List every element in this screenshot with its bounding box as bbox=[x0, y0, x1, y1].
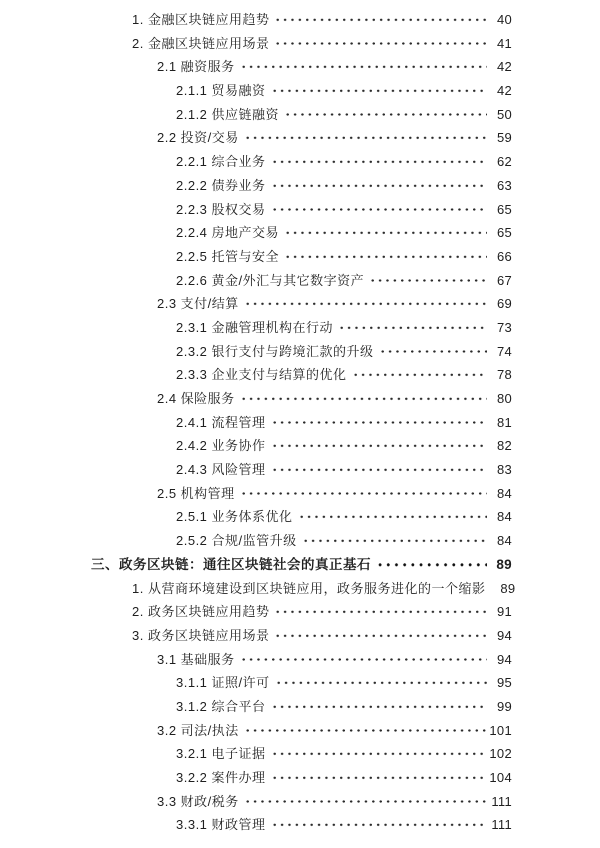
toc-leader-dots bbox=[271, 434, 487, 458]
toc-entry bbox=[0, 32, 512, 56]
toc-leader-dots bbox=[369, 269, 487, 293]
toc-entry-page: 83 bbox=[496, 462, 512, 478]
toc-entry bbox=[0, 387, 512, 411]
toc-entry-label: 3.2.1 电子证据 bbox=[176, 746, 266, 762]
toc-entry bbox=[0, 766, 512, 790]
toc-entry bbox=[0, 174, 512, 198]
toc-entry bbox=[0, 411, 512, 435]
toc-entry-page: 101 bbox=[489, 722, 512, 738]
toc-entry-page: 104 bbox=[489, 770, 512, 785]
toc-leader-dots bbox=[284, 221, 487, 245]
toc-entry bbox=[0, 813, 512, 837]
toc-entry-label: 2.3.2 银行支付与跨境汇款的升级 bbox=[176, 343, 374, 359]
toc-entry-label: 3.1.2 综合平台 bbox=[176, 698, 266, 714]
toc-entry-label: 1. 从营商环境建设到区块链应用，政务服务进化的一个缩影 bbox=[132, 580, 486, 596]
toc-entry-label: 2.5.1 业务体系优化 bbox=[176, 509, 293, 525]
toc-entry-label: 3.1.1 证照/许可 bbox=[176, 675, 270, 691]
toc-entry-label: 2.1.2 供应链融资 bbox=[176, 106, 280, 122]
toc-entry-page: 66 bbox=[496, 248, 512, 264]
toc-entry-page: 95 bbox=[496, 675, 512, 691]
toc-entry bbox=[0, 434, 512, 458]
toc-leader-dots bbox=[244, 719, 487, 743]
toc-entry-label: 2.2.5 托管与安全 bbox=[176, 248, 280, 264]
toc-entry-label: 三、政务区块链：通往区块链社会的真正基石 bbox=[91, 556, 371, 572]
toc-entry-page: 62 bbox=[496, 154, 512, 170]
toc-entry-page: 59 bbox=[496, 130, 512, 146]
toc-entry bbox=[0, 600, 512, 624]
toc-entry-page: 111 bbox=[491, 817, 512, 833]
toc-entry-page: 41 bbox=[496, 35, 512, 51]
toc-entry-page: 89 bbox=[500, 580, 516, 596]
toc-entry bbox=[0, 742, 512, 766]
toc-entry bbox=[0, 505, 512, 529]
toc-entry-label: 2. 政务区块链应用趋势 bbox=[132, 604, 270, 620]
toc-entry-label: 2.2.6 黄金/外汇与其它数字资产 bbox=[176, 272, 365, 288]
toc-entry bbox=[0, 553, 512, 577]
toc-entry bbox=[0, 719, 512, 743]
toc-entry-label: 2.3 支付/结算 bbox=[157, 296, 239, 312]
toc-leader-dots bbox=[379, 340, 487, 364]
toc-entry-label: 2.4.3 风险管理 bbox=[176, 462, 266, 478]
toc-entry bbox=[0, 790, 512, 814]
toc-entry-page: 40 bbox=[496, 12, 512, 27]
toc-entry-page: 69 bbox=[496, 296, 512, 312]
toc-leader-dots bbox=[271, 458, 487, 482]
toc-leader-dots bbox=[271, 198, 487, 222]
toc-entry-label: 2.3.3 企业支付与结算的优化 bbox=[176, 367, 347, 383]
toc-entry-page: 67 bbox=[496, 272, 512, 288]
toc-entry-label: 2.4.2 业务协作 bbox=[176, 438, 266, 454]
toc-leader-dots bbox=[271, 742, 487, 766]
toc-leader-dots bbox=[271, 695, 487, 719]
toc-leader-dots bbox=[240, 387, 487, 411]
toc-entry-label: 1. 金融区块链应用趋势 bbox=[132, 12, 270, 27]
toc-entry bbox=[0, 8, 512, 32]
toc-leader-dots bbox=[298, 505, 487, 529]
toc-entry-page: 73 bbox=[496, 319, 512, 335]
toc-entry bbox=[0, 624, 512, 648]
toc-leader-dots bbox=[271, 766, 487, 790]
toc-entry-label: 3.3.1 财政管理 bbox=[176, 817, 266, 833]
toc-entry-label: 2.5 机构管理 bbox=[157, 485, 235, 501]
toc-entry-label: 2.1 融资服务 bbox=[157, 59, 235, 75]
toc-entry-label: 3.3 财政/税务 bbox=[157, 793, 239, 809]
toc-entry-label: 3.2.2 案件办理 bbox=[176, 770, 266, 785]
toc-entry bbox=[0, 529, 512, 553]
toc-entry-page: 63 bbox=[496, 177, 512, 193]
toc-entry bbox=[0, 292, 512, 316]
toc-leader-dots bbox=[271, 150, 487, 174]
toc-entry-label: 2.2.3 股权交易 bbox=[176, 201, 266, 217]
toc-entry bbox=[0, 221, 512, 245]
toc-entry-page: 50 bbox=[496, 106, 512, 122]
toc-leader-dots bbox=[352, 363, 487, 387]
toc-entry-page: 81 bbox=[496, 414, 512, 430]
toc-entry-page: 84 bbox=[496, 485, 512, 501]
toc-entry-label: 3.1 基础服务 bbox=[157, 651, 235, 667]
toc-entry bbox=[0, 126, 512, 150]
toc-entry-label: 2.2.1 综合业务 bbox=[176, 154, 266, 170]
toc-entry-page: 102 bbox=[489, 746, 512, 762]
toc-entry bbox=[0, 671, 512, 695]
toc-leader-dots bbox=[244, 292, 487, 316]
toc-leader-dots bbox=[274, 624, 487, 648]
toc-leader-dots bbox=[244, 790, 487, 814]
toc-leader-dots bbox=[376, 553, 487, 577]
toc-entry-label: 3. 政务区块链应用场景 bbox=[132, 627, 270, 643]
toc-leader-dots bbox=[271, 174, 487, 198]
toc-entry-page: 94 bbox=[496, 627, 512, 643]
toc-entry-page: 42 bbox=[496, 83, 512, 99]
toc-entry-page: 84 bbox=[496, 509, 512, 525]
toc-entry-page: 89 bbox=[496, 556, 512, 572]
toc-entry bbox=[0, 55, 512, 79]
toc-entry-page: 84 bbox=[496, 533, 512, 549]
toc-entry-page: 74 bbox=[496, 343, 512, 359]
toc-entry bbox=[0, 648, 512, 672]
toc-leader-dots bbox=[284, 245, 487, 269]
toc-entry bbox=[0, 79, 512, 103]
toc-entry bbox=[0, 316, 512, 340]
toc-entry-label: 2. 金融区块链应用场景 bbox=[132, 35, 270, 51]
toc-entry bbox=[0, 577, 516, 601]
toc-entry bbox=[0, 363, 512, 387]
toc-entry-label: 3.2 司法/执法 bbox=[157, 722, 239, 738]
toc-entry-page: 99 bbox=[496, 698, 512, 714]
toc-leader-dots bbox=[274, 8, 487, 32]
toc-entry bbox=[0, 340, 512, 364]
toc-leader-dots bbox=[240, 482, 487, 506]
toc-entry-label: 2.4 保险服务 bbox=[157, 391, 235, 406]
toc-entry-page: 80 bbox=[496, 391, 512, 406]
toc-entry-page: 65 bbox=[496, 225, 512, 241]
toc-leader-dots bbox=[240, 55, 487, 79]
toc-entry bbox=[0, 150, 512, 174]
toc-leader-dots bbox=[240, 648, 487, 672]
toc-entry-page: 42 bbox=[496, 59, 512, 75]
toc-entry bbox=[0, 198, 512, 222]
toc-entry-page: 111 bbox=[491, 793, 512, 809]
toc-leader-dots bbox=[274, 600, 487, 624]
toc-entry-label: 2.1.1 贸易融资 bbox=[176, 83, 266, 99]
toc-entry-page: 65 bbox=[496, 201, 512, 217]
toc-leader-dots bbox=[302, 529, 487, 553]
toc-leader-dots bbox=[284, 103, 487, 127]
toc-leader-dots bbox=[271, 813, 487, 837]
toc-entry-page: 78 bbox=[496, 367, 512, 383]
toc-entry bbox=[0, 245, 512, 269]
toc-entry-page: 91 bbox=[496, 604, 512, 620]
table-of-contents bbox=[0, 8, 516, 837]
toc-entry bbox=[0, 482, 512, 506]
toc-entry-label: 2.2.4 房地产交易 bbox=[176, 225, 280, 241]
toc-entry-label: 2.2.2 债券业务 bbox=[176, 177, 266, 193]
toc-entry-label: 2.3.1 金融管理机构在行动 bbox=[176, 319, 334, 335]
toc-leader-dots bbox=[271, 411, 487, 435]
toc-entry-page: 94 bbox=[496, 651, 512, 667]
toc-leader-dots bbox=[244, 126, 487, 150]
toc-leader-dots bbox=[271, 79, 487, 103]
toc-entry bbox=[0, 269, 512, 293]
toc-leader-dots bbox=[274, 32, 487, 56]
toc-entry bbox=[0, 695, 512, 719]
toc-entry-label: 2.4.1 流程管理 bbox=[176, 414, 266, 430]
toc-entry-label: 2.5.2 合规/监管升级 bbox=[176, 533, 297, 549]
toc-entry-label: 2.2 投资/交易 bbox=[157, 130, 239, 146]
toc-entry-page: 82 bbox=[496, 438, 512, 454]
toc-entry bbox=[0, 103, 512, 127]
toc-leader-dots bbox=[275, 671, 487, 695]
toc-leader-dots bbox=[338, 316, 487, 340]
toc-entry bbox=[0, 458, 512, 482]
